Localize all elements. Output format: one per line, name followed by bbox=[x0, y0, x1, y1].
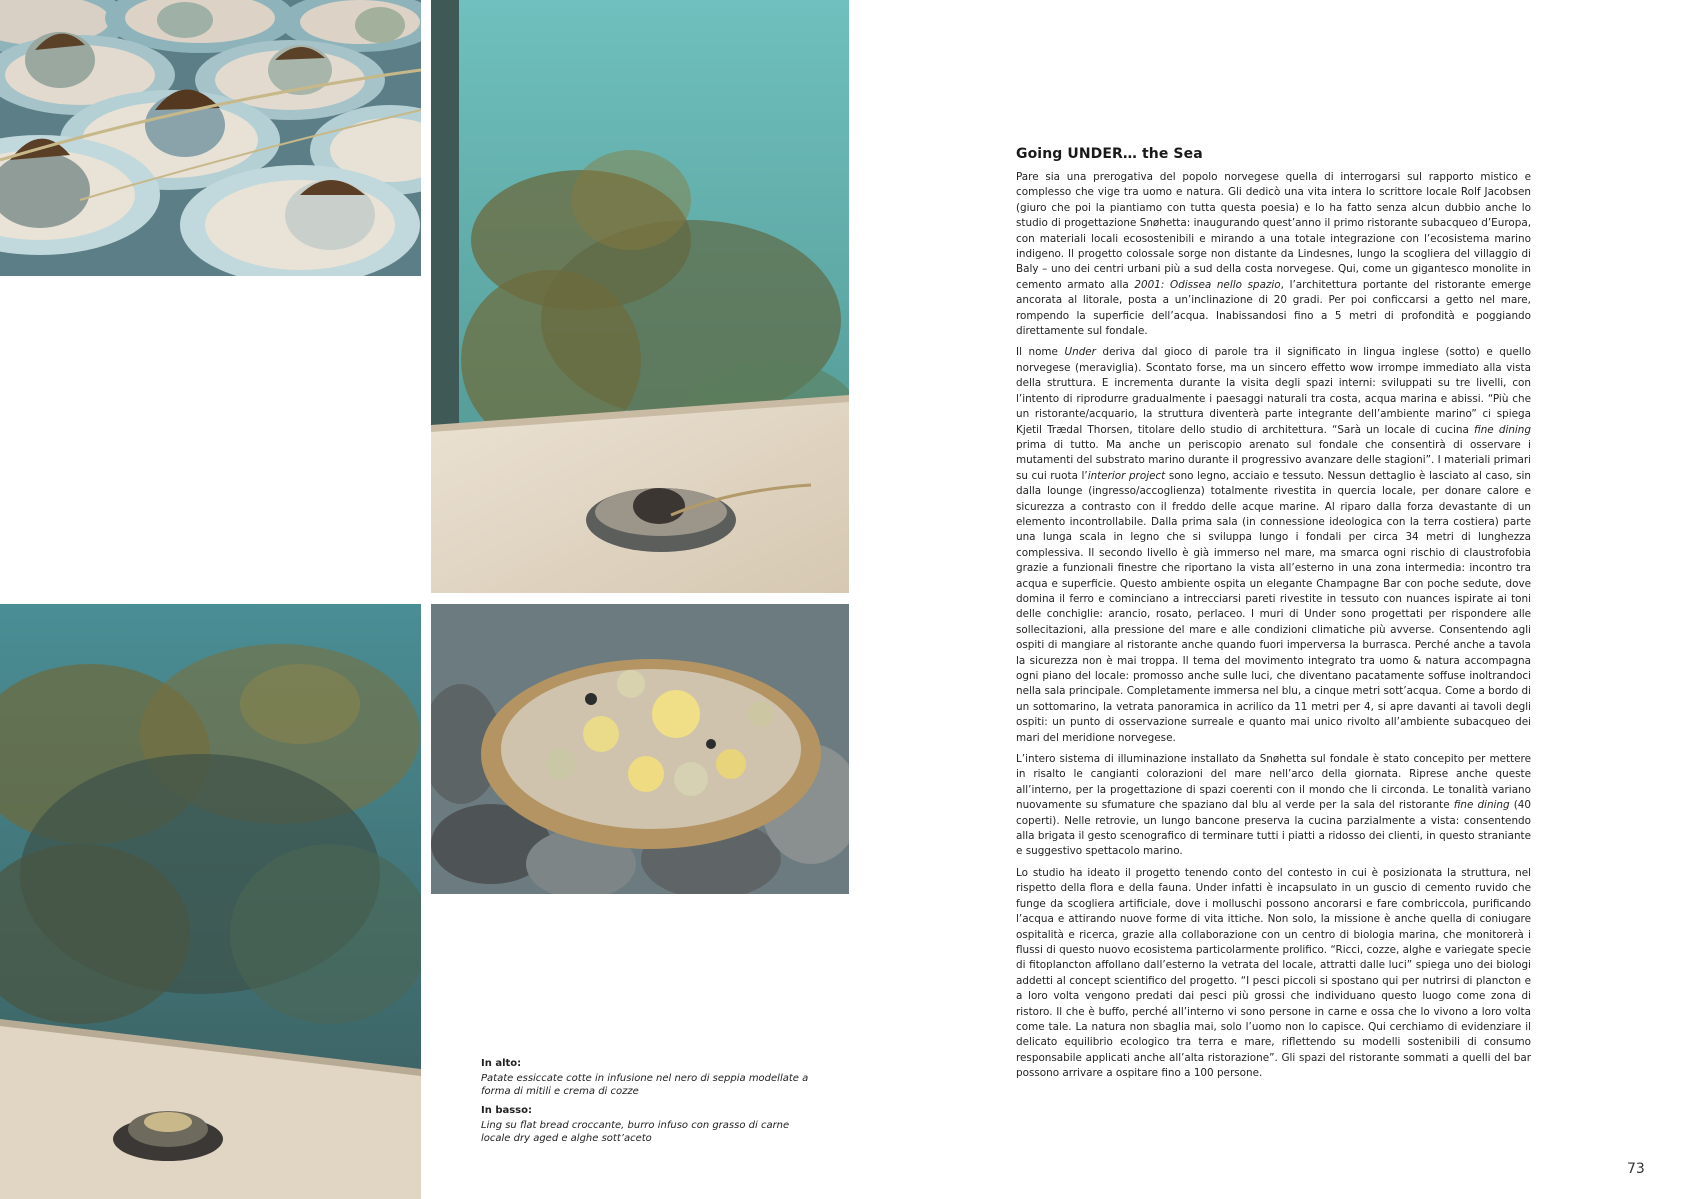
caption-top-heading: In alto: bbox=[481, 1058, 522, 1069]
article-text-run: Lo studio ha ideato il progetto tenendo conto del contesto in cui è posizionata la struttura, nel rispetto della flora e della fauna. Under infatti è incapsulato in un guscio di cemento ruvido che funge da scogliera artificiale, dove i molluschi possono ancorarsi e fare combriccola, purificando l’acqua e attirando nuove forme di vita ittiche. Non solo, la missione è anche quella di coniugare ospitalità e ricerca, grazie alla collaborazione con un centro di biologia marina, che monitorerà i flussi di questo nuovo ecosistema particolarmente prolifico. “Ricci, cozze, alghe e variegate specie di fitoplancton affollano dall’esterno la vetrata del locale, attratti dalle luci” spiega uno dei biologi addetti al concept scientifico del progetto. “I pesci piccoli si spostano qui per nutrirsi di plancton e a loro volta vengono predati dai pesci più grossi che individuano questo luogo come zona di ristoro. Il che è buffo, perché all’interno vi sono persone in carne e ossa che lo vivono a loro volta come tale. La natura non sbaglia mai, solo l’uomo non lo capisce. Qui cerchiamo di evidenziare il delicato equilibrio ecologico tra terra e mare, riflettendo su modelli sostenibili di consumo responsabile applicati anche all’alta ristorazione”. Gli spazi del ristorante sommati a quelli del bar possono arrivare a ospitare fino a 100 persone. bbox=[1016, 866, 1531, 1080]
article-text-run: sono legno, acciaio e tessuto. Nessun dettaglio è lasciato al caso, sin dalla lounge (ingresso/accoglienza) totalmente rivestita in quercia locale, per donare calore e sicurezza a contrasto con il freddo delle acque marine. Al riparo dalla forza devastante di un elemento incontrollabile. Dalla prima sala (in connessione ideologica con la terra costiera) parte una lunga scala in legno che si sviluppa lungo i fondali per circa 34 metri di lunghezza complessiva. Il secondo livello è già immerso nel mare, ma smarca ogni rischio di claustrofobia grazie a funzionali finestre che riportano la vista all’esterno in una zona intermedia: incontro tra acqua e superficie. Questo ambiente ospita un elegante Champagne Bar con poche sedute, dove domina il ferro e cominciano a intrecciarsi pareti rivestite in tessuto con nuances ispirate ai toni delle conchiglie: arancio, rosato, perlaceo. I muri di Under sono progettati per rispondere alle sollecitazioni, alla pressione del mare e alle condizioni climatiche più avverse. Consentendo agli ospiti di mangiare al ristorante anche quando fuori imperversa la burrasca. Perché anche a tavola la sicurezza non è mai troppa. Il tema del movimento integrato tra uomo & natura accompagna ogni piano del locale: promosso anche sulle luci, che diventano pacatamente soffuse inoltrandoci nella sala principale. Completamente immersa nel blu, a cinque metri sott’acqua. Come a bordo di un sottomarino, la vetrata panoramica in acrilico da 11 metri per 4, si apre davanti ai tavoli degli ospiti: un punto di osservazione surreale e quanto mai unico rivolto all’ambiente subacqueo dei mari del meridione norvegese. bbox=[1016, 469, 1531, 744]
article-italic-run: fine dining bbox=[1473, 423, 1531, 436]
caption-bottom-heading: In basso: bbox=[481, 1105, 533, 1116]
article-italic-run: Under bbox=[1064, 346, 1096, 359]
article-text-run: Pare sia una prerogativa del popolo norvegese quella di interrogarsi sul rapporto mistico e complesso che vige tra uomo e natura. Gli dedicò una vita intera lo scrittore locale Rolf Jacobsen (giuro che poi la piantiamo con tutta questa poesia) e lo ha fatto senza alcun dubbio anche lo studio di progettazione Snøhetta: inaugurando quest’anno il primo ristorante subacqueo d’Europa, con materiali locali ecosostenibili e mirando a una totale integrazione con l’ecosistema marino indigeno. Il progetto colossale sorge non distante da Lindesnes, lungo la scogliera del villaggio di Baly – uno dei centri urbani più a sud della costa norvegese. Qui, come un gigantesco monolite in cemento armato alla bbox=[1016, 171, 1531, 291]
article-paragraph bbox=[1016, 866, 1531, 1082]
article-body bbox=[1016, 170, 1531, 1082]
page-number: 73 bbox=[1627, 1161, 1645, 1177]
article-text-run: deriva dal gioco di parole tra il significato in lingua inglese (sotto) e quello norvegese (meraviglia). Scontato forse, ma un sincero effetto wow irrompe immediato alla vista della struttura. E incrementa durante la visita degli spazi interni: sviluppati su tre livelli, con l’intento di riprodurre gradualmente i paesaggi naturali tra costa, acqua marina e abissi. “Più che un ristorante/acquario, la struttura diventerà parte integrante dell’ambiente marino” ci spiega Kjetil Trædal Thorsen, titolare dello studio di architettura. “Sarà un locale di cucina bbox=[1016, 346, 1532, 436]
article-italic-run: 2001: Odissea nello spazio bbox=[1134, 278, 1281, 291]
photo-caption bbox=[481, 1057, 821, 1151]
caption-bottom-text: Ling su flat bread croccante, burro infuso con grasso di carne locale dry aged e alghe sott’aceto bbox=[481, 1120, 790, 1144]
caption-top-text: Patate essiccate cotte in infusione nel nero di seppia modellate a forma di mitili e crema di cozze bbox=[481, 1073, 809, 1097]
article-text-run: Il nome bbox=[1016, 346, 1065, 359]
article-text-run: L’intero sistema di illuminazione installato da Snøhetta sul fondale è stato concepito per mettere in risalto le cangianti colorazioni del mare nell’arco della giornata. Riprese anche queste all’interno, per la progettazione di spazi coerenti con il mondo che li circonda. Le tonalità variano nuovamente su sfumature che spaziano dal blu al verde per la sala del ristorante bbox=[1016, 753, 1531, 812]
article-title: Going UNDER… the Sea bbox=[1016, 146, 1203, 162]
article-paragraph bbox=[1016, 345, 1531, 746]
article-text-run: , l’architettura portante del ristorante emerge ancorata al litorale, posta a un’inclinazione di 20 gradi. Per poi conficcarsi a getto nel mare, rompendo la superficie dell’acqua. Inabissandosi fino a 5 metri di profondità e poggiando direttamente sul fondale. bbox=[1016, 278, 1531, 338]
article-italic-run: interior project bbox=[1087, 469, 1166, 482]
article-italic-run: fine dining bbox=[1453, 799, 1510, 812]
photo-underwater-kelp-dish bbox=[0, 604, 421, 1199]
photo-stone-plates bbox=[0, 0, 421, 276]
article-paragraph bbox=[1016, 752, 1531, 860]
photo-flatbread-dish bbox=[431, 604, 849, 894]
photo-underwater-window-dish bbox=[431, 0, 849, 593]
article bbox=[1016, 146, 1531, 1088]
article-text-run: prima di tutto. Ma anche un periscopio arenato sul fondale che consentirà di osservare i mutamenti del substrato marino durante il progressivo avanzare delle stagioni”. I materiali primari su cui ruota l’ bbox=[1016, 438, 1531, 482]
article-text-run: (40 coperti). Nelle retrovie, un lungo bancone preserva la cucina parzialmente a vista: consentendo alla brigata il gesto scenografico di terminare tutti i piatti a ridosso dei clienti, in questo straniante e suggestivo spettacolo marino. bbox=[1016, 799, 1531, 858]
article-paragraph bbox=[1016, 170, 1531, 339]
